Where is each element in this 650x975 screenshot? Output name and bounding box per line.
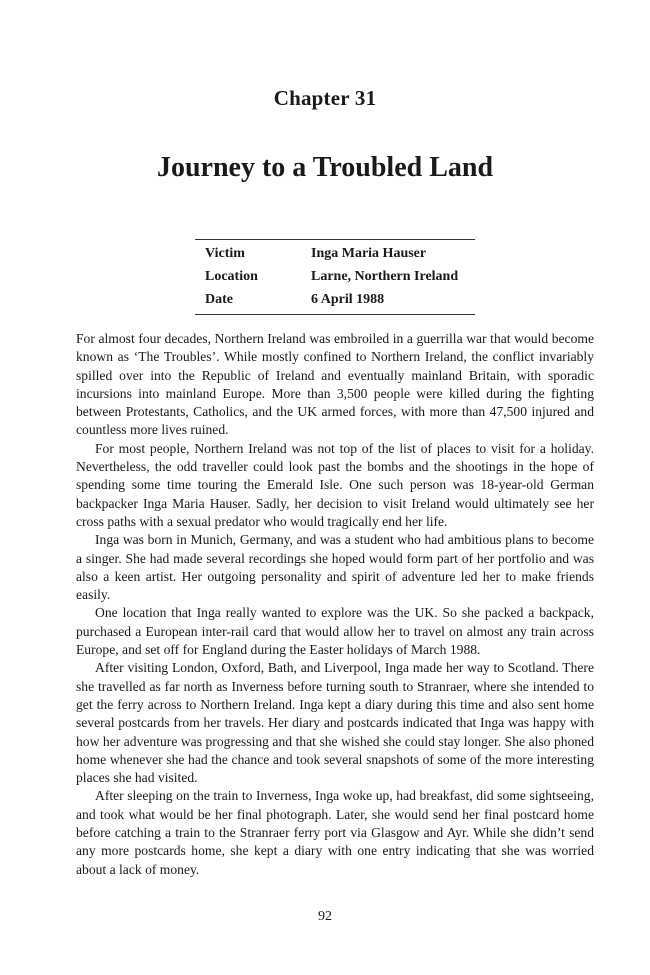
page-number: 92 — [318, 909, 332, 924]
body-text — [76, 330, 594, 879]
paragraph: For almost four decades, Northern Ireland was embroiled in a guerrilla war that would become known as ‘The Troubles’. While mostly confined to Northern Ireland, the conflict invariably spilled over into the Republic of Ireland and eventually mainland Britain, with sporadic incursions into mainland Europe. More than 3,500 people were killed during the fighting between Protestants, Catholics, and the UK armed forces, with more than 47,500 injured and countless more lives ruined. — [76, 331, 594, 438]
fact-label: Location — [205, 269, 258, 284]
fact-label: Victim — [205, 246, 245, 261]
paragraph: For most people, Northern Ireland was not top of the list of places to visit for a holiday. Nevertheless, the odd traveller could look past the bombs and the shootings in the hope of spending some time touring the Emerald Isle. One such person was 18-year-old German backpacker Inga Maria Hauser. Sadly, her decision to visit Ireland would ultimately see her cross paths with a sexual predator who would tragically end her life. — [76, 440, 594, 529]
fact-value: Larne, Northern Ireland — [311, 269, 459, 284]
paragraph: After sleeping on the train to Inverness, Inga woke up, had breakfast, did some sightseeing, and took what would be her final photograph. Later, she would send her final postcard home before catching a train to the Stranraer ferry port via Glasgow and Ayr. While she didn’t send any more postcards home, she kept a diary with one entry indicating that she was worried about a lack of money. — [76, 788, 594, 877]
fact-row-date — [195, 288, 475, 315]
fact-value: Inga Maria Hauser — [311, 246, 427, 261]
chapter-title: Journey to a Troubled Land — [156, 152, 494, 183]
fact-row-location — [195, 265, 475, 288]
paragraph: One location that Inga really wanted to explore was the UK. So she packed a backpack, purchased a European inter-rail card that would allow her to travel on almost any train across Europe, and set off for England during the Easter holidays of March 1988. — [76, 605, 594, 658]
case-facts-table — [195, 239, 475, 315]
paragraph: Inga was born in Munich, Germany, and was a student who had ambitious plans to become a singer. She had made several recordings she hoped would form part of her portfolio and was also a keen artist. Her outgoing personality and spirit of adventure led her to make friends easily. — [76, 532, 594, 603]
fact-value: 6 April 1988 — [311, 292, 385, 307]
chapter-number: Chapter 31 — [273, 86, 377, 110]
fact-label: Date — [205, 292, 233, 307]
fact-row-victim — [195, 240, 475, 266]
paragraph: After visiting London, Oxford, Bath, and Liverpool, Inga made her way to Scotland. There she travelled as far north as Inverness before turning south to Stranraer, where she intended to get the ferry across to Northern Ireland. Inga kept a diary during this time and also sent home several postcards from her travels. Her diary and postcards indicated that Inga was happy with how her adventure was progressing and that she wished she could stay longer. She also phoned home whenever she had the chance and took several snapshots of some of the more interesting places she had visited. — [76, 660, 594, 786]
